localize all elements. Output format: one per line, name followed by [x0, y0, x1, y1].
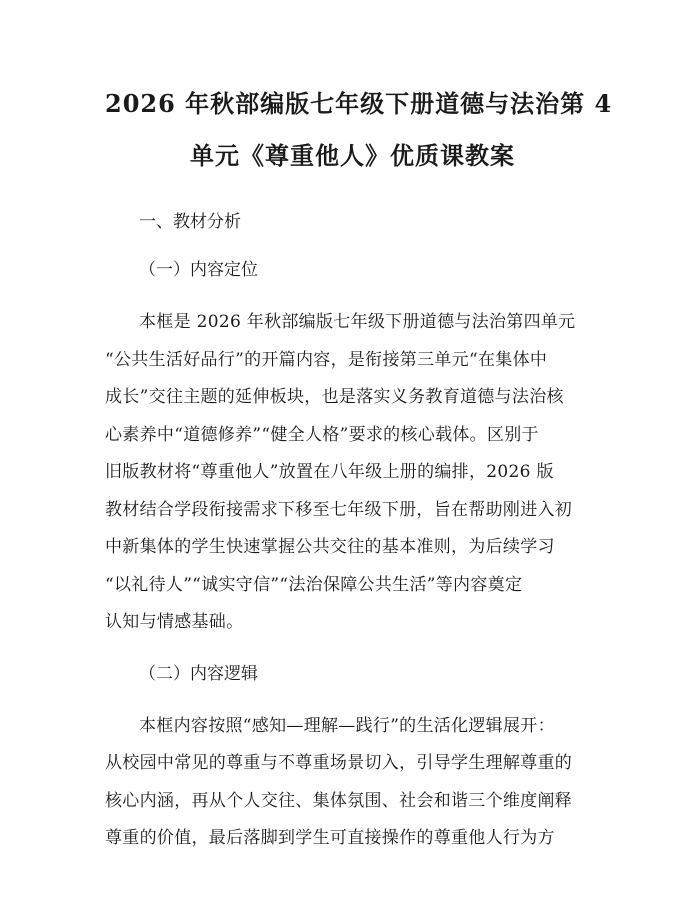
document-title: [105, 78, 613, 182]
paragraph-line: 本框是 2026 年秋部编版七年级下册道德与法治第四单元: [139, 312, 576, 332]
paragraph-line: 心素养中“道德修养”“健全人格”要求的核心载体。区别于: [105, 424, 539, 445]
paragraph-content-logic: [105, 708, 600, 858]
subsection-heading-content-positioning: （一）内容定位: [139, 260, 258, 280]
paragraph-line: 尊重的价值，最后落脚到学生可直接操作的尊重他人行为方: [105, 828, 555, 848]
title-line-2: 单元《尊重他人》优质课教案: [190, 141, 515, 170]
paragraph-line: 中新集体的学生快速掌握公共交往的基本准则，为后续学习: [105, 537, 555, 557]
paragraph-line: 核心内涵，再从个人交往、集体氛围、社会和谐三个维度阐释: [105, 790, 573, 811]
paragraph-line: 从校园中常见的尊重与不尊重场景切入，引导学生理解尊重的: [105, 753, 573, 773]
paragraph-line: “以礼待人”“诚实守信”“法治保障公共生活”等内容奠定: [105, 574, 523, 595]
paragraph-line: 认知与情感基础。: [105, 612, 244, 632]
paragraph-line: 成长”交往主题的延伸板块，也是落实义务教育道德与法治核: [105, 387, 564, 407]
section-heading-textbook-analysis: 一、教材分析: [139, 212, 241, 232]
paragraph-line: “公共生活好品行”的开篇内容，是衔接第三单元“在集体中: [105, 349, 548, 370]
subsection-heading-content-logic: （二）内容逻辑: [139, 663, 258, 684]
paragraph-line: 教材结合学段衔接需求下移至七年级下册，旨在帮助刚进入初: [105, 499, 573, 520]
paragraph-line: 旧版教材将“尊重他人”放置在八年级上册的编排，2026 版: [105, 462, 554, 482]
title-line-1: 2026 年秋部编版七年级下册道德与法治第 4: [105, 89, 613, 118]
paragraph-line: 本框内容按照“感知—理解—践行”的生活化逻辑展开：: [139, 715, 555, 736]
paragraph-content-positioning: [105, 304, 600, 642]
